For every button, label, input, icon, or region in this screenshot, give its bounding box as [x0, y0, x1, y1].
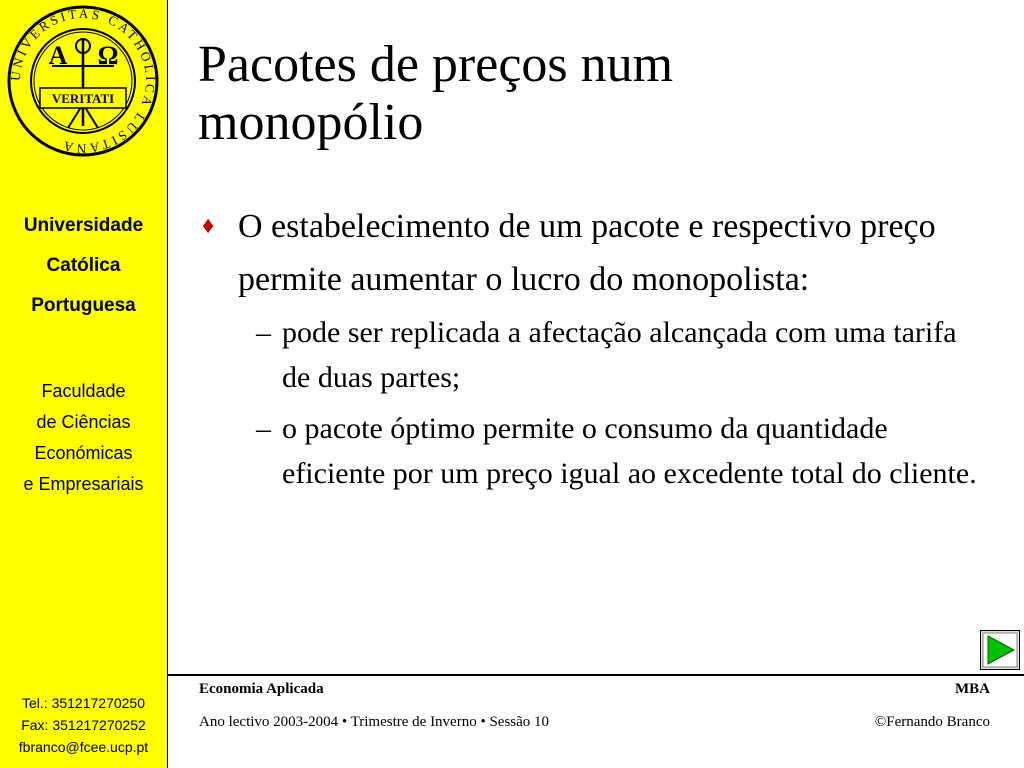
slide-content: [200, 200, 990, 502]
sub-bullet: [200, 310, 990, 400]
svg-text:A: A: [48, 41, 68, 70]
footer-author: ©Fernando Branco: [874, 714, 990, 730]
svg-text:VERITATI: VERITATI: [51, 91, 115, 106]
contact-email: fbranco@fcee.ucp.pt: [18, 739, 149, 755]
faculty-line: e Empresariais: [23, 474, 144, 494]
svg-text:UNIVERSITAS CATHOLICA LUSITANA: UNIVERSITAS CATHOLICA LUSITANA: [7, 5, 159, 157]
slide-title: [198, 36, 998, 152]
contact-fax: Fax: 351217270252: [21, 717, 146, 733]
university-line: Universidade: [23, 215, 144, 236]
main-bullet: [200, 200, 990, 306]
diamond-bullet-icon: ♦: [202, 213, 215, 239]
dash-bullet-icon: –: [256, 316, 271, 349]
main-bullet-text: O estabelecimento de um pacote e respectivo preço permite aumentar o lucro do monopolista:: [238, 208, 936, 298]
svg-text:Ω: Ω: [97, 41, 119, 70]
sub-bullet-text: o pacote óptimo permite o consumo da quantidade eficiente por um preço igual ao excedente total do cliente.: [282, 412, 977, 490]
faculty-line: Económicas: [34, 443, 133, 463]
footer-program: MBA: [955, 681, 990, 697]
footer-course: Economia Aplicada: [199, 681, 324, 697]
faculty-line: Faculdade: [41, 381, 126, 401]
sub-bullet: [200, 406, 990, 496]
footer-session: Ano lectivo 2003-2004 • Trimestre de Inverno • Sessão 10: [199, 714, 550, 730]
sub-bullet-text: pode ser replicada a afectação alcançada com uma tarifa de duas partes;: [282, 316, 957, 394]
faculty-line: de Ciências: [36, 412, 131, 432]
slide-title-line: monopólio: [198, 94, 424, 151]
university-seal-logo: [6, 4, 160, 158]
footer-divider: [168, 674, 1024, 676]
contact-tel: Tel.: 351217270250: [22, 695, 145, 711]
dash-bullet-icon: –: [256, 412, 271, 445]
university-name: [0, 206, 167, 326]
faculty-name: [0, 376, 167, 500]
slide-title-line: Pacotes de preços num: [198, 36, 674, 93]
sidebar: [0, 0, 168, 768]
university-line: Portuguesa: [31, 295, 136, 316]
next-slide-button[interactable]: [980, 630, 1020, 670]
university-line: Católica: [46, 255, 121, 276]
contact-info: [0, 692, 167, 758]
